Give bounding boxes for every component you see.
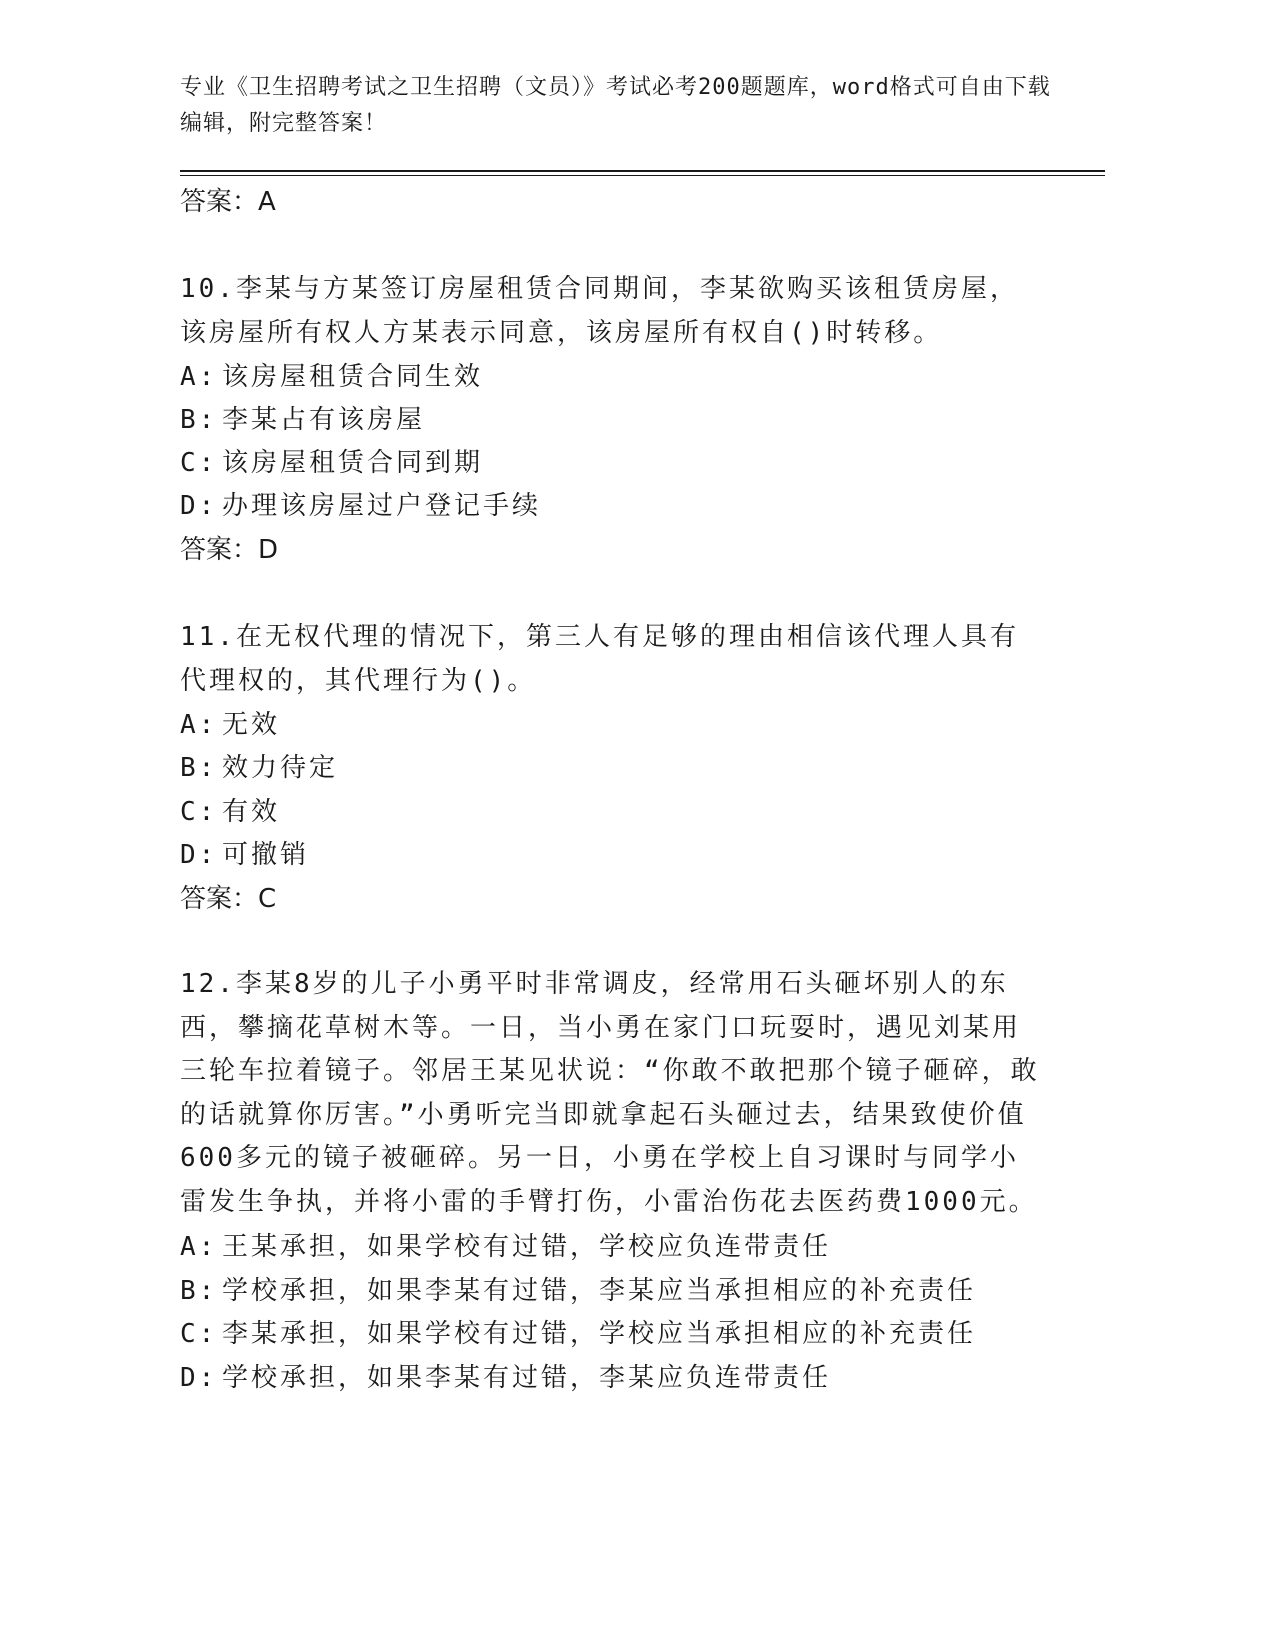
option-letter: D: bbox=[180, 840, 218, 870]
option-text: 可撤销 bbox=[222, 840, 310, 870]
option-10-d bbox=[180, 488, 541, 524]
document-header: 专业《卫生招聘考试之卫生招聘（文员）》考试必考200题题库，word格式可自由下载编辑，附完整答案！ bbox=[180, 75, 1051, 136]
answer-prefix: 答案： bbox=[180, 187, 259, 217]
question-stem-10: 10.李某与方某签订房屋租赁合同期间，李某欲购买该租赁房屋，该房屋所有权人方某表示同意，该房屋所有权自()时转移。 bbox=[180, 274, 1019, 348]
option-letter: B: bbox=[180, 1276, 218, 1306]
option-12-d bbox=[180, 1360, 831, 1396]
option-letter: D: bbox=[180, 491, 218, 521]
option-10-a bbox=[180, 359, 483, 395]
option-text: 学校承担，如果李某有过错，李某应负连带责任 bbox=[222, 1363, 832, 1393]
option-12-b bbox=[180, 1273, 976, 1309]
option-letter: B: bbox=[180, 405, 218, 435]
option-10-b bbox=[180, 402, 425, 438]
option-text: 该房屋租赁合同到期 bbox=[222, 448, 484, 478]
option-text: 有效 bbox=[222, 797, 281, 827]
option-text: 无效 bbox=[222, 710, 281, 740]
answer-value: C bbox=[258, 884, 277, 914]
answer-line-11 bbox=[180, 881, 276, 917]
header-divider-thin bbox=[180, 175, 1105, 176]
answer-prefix: 答案： bbox=[180, 884, 259, 914]
option-text: 办理该房屋过户登记手续 bbox=[222, 491, 542, 521]
header-divider bbox=[180, 170, 1105, 172]
answer-line-10 bbox=[180, 532, 278, 568]
answer-line-prev bbox=[180, 184, 276, 220]
question-stem-12: 12.李某8岁的儿子小勇平时非常调皮，经常用石头砸坏别人的东西，攀摘花草树木等。一日，当小勇在家门口玩耍时，遇见刘某用三轮车拉着镜子。邻居王某见状说：“你敢不敢把那个镜子砸碎，敢的话就算你厉害。”小勇听完当即就拿起石头砸过去，结果致使价值600多元的镜子被砸碎。另一日，小勇在学校上自习课时与同学小雷发生争执，并将小雷的手臂打伤，小雷治伤花去医药费1000元。 bbox=[180, 969, 1040, 1217]
option-letter: A: bbox=[180, 362, 218, 392]
option-text: 该房屋租赁合同生效 bbox=[222, 362, 484, 392]
option-11-a bbox=[180, 707, 280, 743]
answer-value: A bbox=[258, 187, 276, 217]
option-11-d bbox=[180, 837, 309, 873]
option-letter: B: bbox=[180, 753, 218, 783]
answer-prefix: 答案： bbox=[180, 535, 259, 565]
answer-value: D bbox=[258, 535, 279, 565]
option-12-a bbox=[180, 1229, 831, 1265]
option-text: 李某承担，如果学校有过错，学校应当承担相应的补充责任 bbox=[222, 1319, 977, 1349]
option-11-b bbox=[180, 750, 338, 786]
question-stem-11: 11.在无权代理的情况下，第三人有足够的理由相信该代理人具有代理权的，其代理行为()。 bbox=[180, 622, 1019, 696]
option-letter: D: bbox=[180, 1363, 218, 1393]
option-10-c bbox=[180, 445, 483, 481]
option-text: 王某承担，如果学校有过错，学校应负连带责任 bbox=[222, 1232, 832, 1262]
option-12-c bbox=[180, 1316, 976, 1352]
option-letter: A: bbox=[180, 1232, 218, 1262]
option-letter: C: bbox=[180, 797, 218, 827]
option-11-c bbox=[180, 794, 280, 830]
option-text: 学校承担，如果李某有过错，李某应当承担相应的补充责任 bbox=[222, 1276, 977, 1306]
option-letter: C: bbox=[180, 448, 218, 478]
option-letter: A: bbox=[180, 710, 218, 740]
option-text: 效力待定 bbox=[222, 753, 339, 783]
option-text: 李某占有该房屋 bbox=[222, 405, 426, 435]
option-letter: C: bbox=[180, 1319, 218, 1349]
